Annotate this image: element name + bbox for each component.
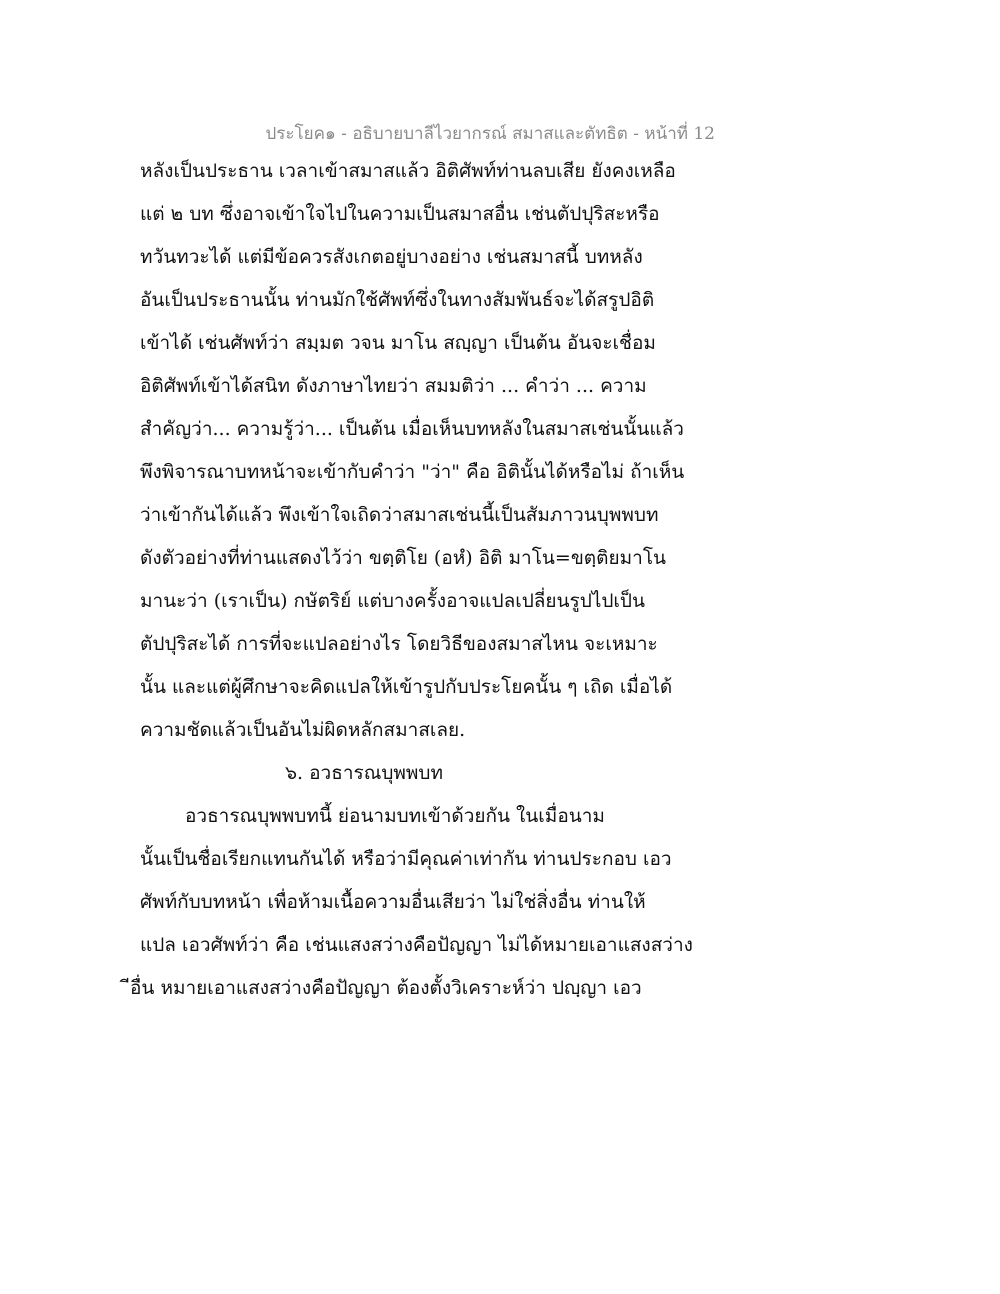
running-header: ประโยค๑ - อธิบายบาลีไวยากรณ์ สมาสและตัทธิต - หน้าที่ 12 xyxy=(265,124,715,144)
text-line: ศัพท์กับบทหน้า เพื่อห้ามเนื้อความอื่นเสียว่า ไม่ใช่สิ่งอื่น ท่านให้ xyxy=(140,891,646,913)
text-line: ีอื่น หมายเอาแสงสว่างคือปัญญา ต้องตั้งวิเคราะห์ว่า ปญฺญา เอว xyxy=(130,977,642,999)
text-line: มานะว่า (เราเป็น) กษัตริย์ แต่บางครั้งอาจแปลเปลี่ยนรูปไปเป็น xyxy=(140,590,645,612)
text-line: ว่าเข้ากันได้แล้ว พึงเข้าใจเถิดว่าสมาสเช่นนี้เป็นสัมภาวนบุพพบท xyxy=(140,504,659,526)
text-line: พึงพิจารณาบทหน้าจะเข้ากับคำว่า "ว่า" คือ อิตินั้นได้หรือไม่ ถ้าเห็น xyxy=(140,461,685,483)
text-line: ทวันทวะได้ แต่มีข้อควรสังเกตอยู่บางอย่าง เช่นสมาสนี้ บทหลัง xyxy=(140,246,643,268)
page-body xyxy=(130,150,860,1010)
text-line: นั้น และแต่ผู้ศึกษาจะคิดแปลให้เข้ารูปกับประโยคนั้น ๆ เถิด เมื่อได้ xyxy=(140,676,673,698)
text-line: ดังตัวอย่างที่ท่านแสดงไว้ว่า ขตฺติโย (อหํ) อิติ มาโน=ขตฺติยมาโน xyxy=(140,547,667,569)
text-line: แต่ ๒ บท ซึ่งอาจเข้าใจไปในความเป็นสมาสอื่น เช่นตัปปุริสะหรือ xyxy=(140,203,660,225)
text-line: อันเป็นประธานนั้น ท่านมักใช้ศัพท์ซึ่งในทางสัมพันธ์จะได้สรูปอิติ xyxy=(140,289,655,311)
section-heading: ๖. อวธารณบุพพบท xyxy=(285,762,444,784)
text-line: เข้าได้ เช่นศัพท์ว่า สมฺมต วจน มาโน สญฺญา เป็นต้น อันจะเชื่อม xyxy=(140,332,656,354)
text-line: ตัปปุริสะได้ การที่จะแปลอย่างไร โดยวิธีของสมาสไหน จะเหมาะ xyxy=(140,633,658,655)
text-line: แปล เอวศัพท์ว่า คือ เช่นแสงสว่างคือปัญญา ไม่ได้หมายเอาแสงสว่าง xyxy=(140,934,693,956)
paragraph xyxy=(140,150,860,752)
text-line: สำคัญว่า... ความรู้ว่า... เป็นต้น เมื่อเห็นบทหลังในสมาสเช่นนั้นแล้ว xyxy=(140,418,684,440)
text-line: อิติศัพท์เข้าได้สนิท ดังภาษาไทยว่า สมมติว่า ... คำว่า ... ความ xyxy=(140,375,647,397)
text-line: นั้นเป็นชื่อเรียกแทนกันได้ หรือว่ามีคุณค่าเท่ากัน ท่านประกอบ เอว xyxy=(140,848,672,870)
text-line: อวธารณบุพพบทนี้ ย่อนามบทเข้าด้วยกัน ในเมื่อนาม xyxy=(185,805,605,827)
text-line: ความชัดแล้วเป็นอันไม่ผิดหลักสมาสเลย. xyxy=(140,719,466,741)
paragraph xyxy=(130,795,860,1010)
text-line: หลังเป็นประธาน เวลาเข้าสมาสแล้ว อิติศัพท์ท่านลบเสีย ยังคงเหลือ xyxy=(140,160,676,182)
